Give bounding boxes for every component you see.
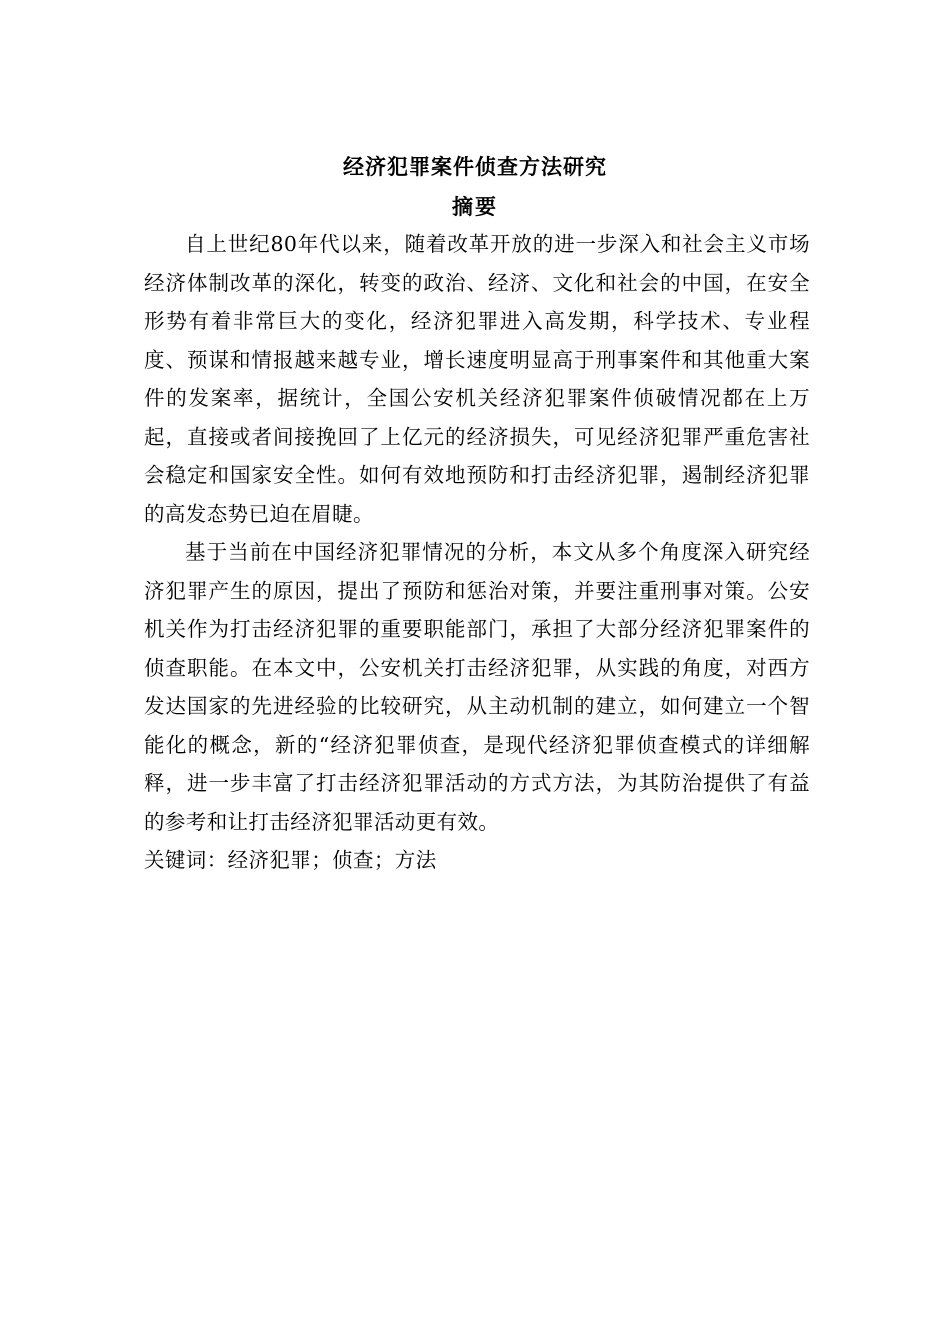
abstract-paragraph-1: 自上世纪80年代以来，随着改革开放的进一步深入和社会主义市场经济体制改革的深化，转变的政治、经济、文化和社会的中国，在安全形势有着非常巨大的变化，经济犯罪进入高发期，科学技术、专业程度、预谋和情报越来越专业，增长速度明显高于刑事案件和其他重大案件的发案率，据统计，全国公安机关经济犯罪案件侦破情况都在上万起，直接或者间接挽回了上亿元的经济损失，可见经济犯罪严重危害社会稳定和国家安全性。如何有效地预防和打击经济犯罪，遏制经济犯罪的高发态势已迫在眉睫。 bbox=[144, 232, 810, 526]
keywords-line: 关键词：经济犯罪；侦查；方法 bbox=[144, 848, 437, 872]
abstract-paragraph-2: 基于当前在中国经济犯罪情况的分析，本文从多个角度深入研究经济犯罪产生的原因，提出了预防和惩治对策，并要注重刑事对策。公安机关作为打击经济犯罪的重要职能部门，承担了大部分经济犯罪案件的侦查职能。在本文中，公安机关打击经济犯罪，从实践的角度，对西方发达国家的先进经验的比较研究，从主动机制的建立，如何建立一个智能化的概念，新的“经济犯罪侦查，是现代经济犯罪侦查模式的详细解释，进一步丰富了打击经济犯罪活动的方式方法，为其防治提供了有益的参考和让打击经济犯罪活动更有效。 bbox=[144, 540, 810, 834]
abstract-heading: 摘要 bbox=[452, 194, 498, 219]
abstract-body bbox=[144, 225, 810, 880]
document-title: 经济犯罪案件侦查方法研究 bbox=[343, 154, 607, 179]
